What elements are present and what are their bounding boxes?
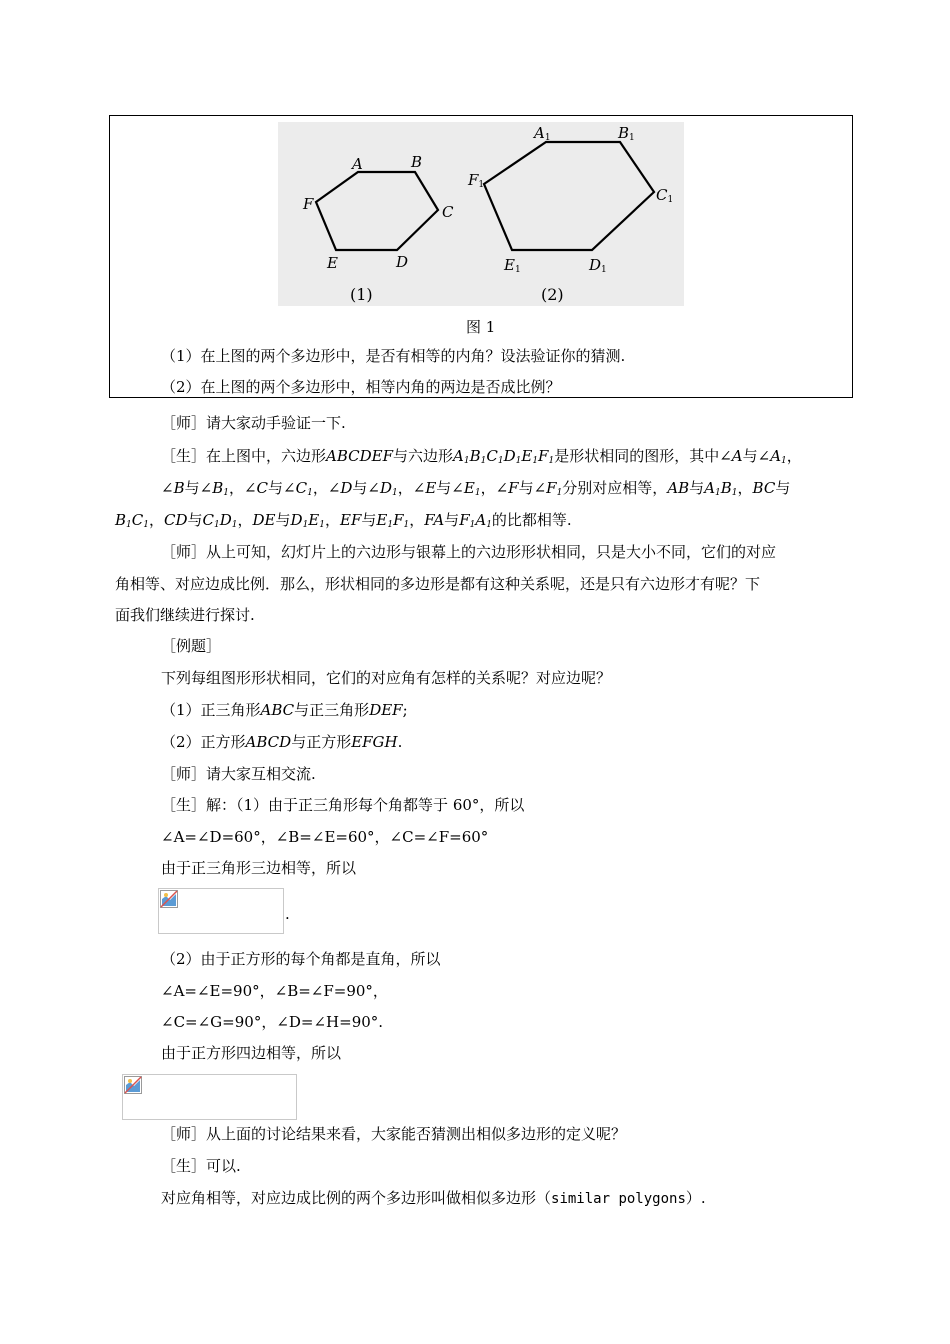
solution-line-2: ∠A=∠D=60°，∠B=∠E=60°，∠C=∠F=60° (161, 828, 489, 846)
definition-line: 对应角相等，对应边成比例的两个多边形叫做相似多边形（similar polygons）. (161, 1189, 706, 1207)
paragraph-teacher-2: ［师］从上可知，幻灯片上的六边形与银幕上的六边形形状相同，只是大小不同，它们的对应 (161, 543, 777, 561)
figure-caption: 图 1 (466, 318, 496, 336)
label-C: C (442, 203, 454, 221)
hexagon-1 (316, 172, 438, 250)
period-after-image: . (285, 905, 290, 923)
hexagon-diagram (278, 122, 684, 306)
paragraph-student-4: ［生］可以. (161, 1157, 241, 1175)
label-B: B (411, 153, 423, 171)
solution-line-5: ∠A=∠E=90°，∠B=∠F=90°， (161, 982, 388, 1000)
paragraph-teacher-4: ［师］从上面的讨论结果来看，大家能否猜测出相似多边形的定义呢？ (161, 1125, 627, 1143)
label-D1: D1 (589, 256, 607, 275)
hexagon-2 (484, 142, 654, 250)
missing-formula-image-2 (122, 1074, 297, 1120)
question-2: （2）在上图的两个多边形中，相等内角的两边是否成比例？ (161, 378, 561, 396)
example-heading: ［例题］ (161, 637, 222, 655)
label-C1: C1 (656, 186, 674, 205)
paragraph-student-2: ∠B与$\angle B_1$，∠C与$\angle C_1$，∠D与$\angle D_1$，∠E与$\angle E_1$，∠F与$\angle F_1$分别对应相等，AB与$A_1B_1$，BC与 (161, 479, 791, 498)
paragraph-teacher-1: ［师］请大家动手验证一下. (161, 414, 346, 432)
example-item-1: （1）正三角形ABC与正三角形DEF; (161, 701, 408, 719)
label-E: E (327, 254, 338, 272)
label-figure-2: (2) (541, 285, 564, 304)
label-figure-1: (1) (350, 285, 373, 304)
solution-line-7: 由于正方形四边相等，所以 (161, 1044, 342, 1062)
paragraph-student-1: ［生］在上图中，六边形ABCDEF与六边形$A_1B_1C_1D_1E_1F_1$是形状相同的图形，其中∠A与$\angle A_1$， (161, 447, 802, 466)
label-A: A (352, 155, 363, 173)
label-A1: A1 (534, 124, 551, 143)
label-D: D (396, 253, 409, 271)
paragraph-student-3: $B_1C_1$，CD与$C_1D_1$，DE与$D_1E_1$，EF与$E_1F_1$，FA与$F_1A_1$的比都相等. (115, 511, 572, 530)
label-E1: E1 (504, 256, 521, 275)
solution-line-6: ∠C=∠G=90°，∠D=∠H=90°. (161, 1013, 384, 1031)
solution-line-1: ［生］解：（1）由于正三角形每个角都等于 60°，所以 (161, 796, 525, 814)
paragraph-teacher-3: ［师］请大家互相交流. (161, 765, 316, 783)
missing-formula-image-1 (158, 888, 284, 934)
paragraph-teacher-2c: 面我们继续进行探讨. (115, 606, 255, 624)
hexagon-figure (278, 122, 684, 306)
question-1: （1）在上图的两个多边形中，是否有相等的内角？设法验证你的猜测. (161, 347, 626, 365)
paragraph-teacher-2b: 角相等、对应边成比例．那么，形状相同的多边形是都有这种关系呢，还是只有六边形才有呢？下 (115, 575, 761, 593)
label-F: F (303, 195, 314, 213)
broken-image-icon (160, 890, 178, 908)
example-item-2: （2）正方形ABCD与正方形EFGH. (161, 733, 403, 751)
label-B1: B1 (618, 124, 635, 143)
label-F1: F1 (468, 171, 485, 190)
solution-line-4: （2）由于正方形的每个角都是直角，所以 (161, 950, 441, 968)
solution-line-3: 由于正三角形三边相等，所以 (161, 859, 357, 877)
example-question: 下列每组图形形状相同，它们的对应角有怎样的关系呢？对应边呢？ (161, 669, 612, 687)
broken-image-icon (124, 1076, 142, 1094)
